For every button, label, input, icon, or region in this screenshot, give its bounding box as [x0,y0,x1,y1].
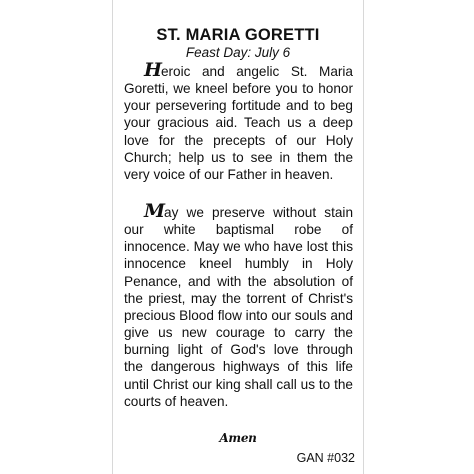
prayer-paragraph-1 [124,59,353,183]
prayer-card [112,0,364,474]
card-title: ST. MARIA GORETTI [156,26,320,44]
amen-signature: Amen [219,431,257,445]
product-code: GAN #032 [296,451,355,465]
dropcap-letter: M [144,200,165,222]
dropcap-letter: H [144,59,161,81]
paragraph-text: ay we preserve without stain our white baptismal robe of innocence. May we who have lost this innocence kneel humbly in Holy Penance, and with the absolution of the priest, may the torrent of Christ's precious Blood flow into our souls and give us new courage to carry the burning light of God's love through the dangerous highways of this life until Christ our king shall call us to the courts of heaven. [124,205,353,409]
feast-day: Feast Day: July 6 [185,45,291,60]
prayer-paragraph-2 [124,200,353,410]
paragraph-text: eroic and angelic St. Maria Goretti, we kneel before you to honor your persevering fortitude and to beg your gracious aid. Teach us a deep love for the precepts of our Holy Church; help us to see in them the very voice of our Father in heaven. [124,64,353,182]
